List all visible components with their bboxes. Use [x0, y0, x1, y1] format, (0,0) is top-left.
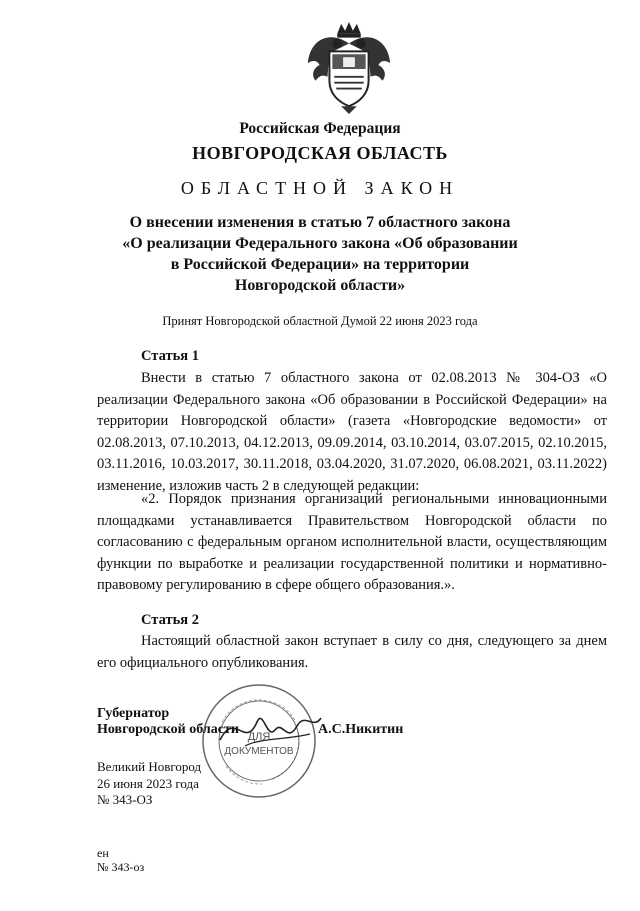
law-title-line: «О реализации Федерального закона «Об образовании — [122, 235, 518, 252]
footer-codes — [97, 846, 144, 874]
stamp-text-line2: ДОКУМЕНТОВ — [224, 746, 294, 757]
place-date-block — [97, 759, 201, 809]
adoption-note: Принят Новгородской областной Думой 22 июня 2023 года — [162, 314, 478, 328]
stamp-text-line1: ДЛЯ — [247, 731, 271, 743]
law-number: № 343-ОЗ — [97, 792, 153, 807]
governor-title: Губернатор — [97, 706, 170, 721]
article-1-paragraph: Внести в статью 7 областного закона от 02.08.2013 № 304-ОЗ «О реализации Федерального закона «Об образовании в Российской Федерации» на территории Новгородской области» (газета «Новгородские ведомости» от 02.08.2013, 07.10.2013, 04.12.2013, 09.09.2014, 03.10.2014, 03.07.2015, 02.10.2015, 03.11.2016, 10.03.2017, 30.11.2018, 03.04.2020, 31.07.2020, 06.08.2021, 03.11.2022) изменение, изложив часть 2 в следующей редакции: — [97, 370, 607, 494]
law-type: ОБЛАСТНОЙ ЗАКОН — [180, 178, 460, 198]
law-title-line: в Российской Федерации» на территории — [170, 256, 470, 273]
signing-date: 26 июня 2023 года — [97, 775, 199, 791]
article-1-amendment-text: «2. Порядок признания организаций региональными инновационными площадками устанавливается Правительством Новгородской области по согласованию с федеральным органом исполнительной власти, осуществляющим функции по выработке и реализации государственной политики и нормативно-правовому регулированию в сфере общего образования.». — [97, 491, 607, 593]
governor-region: Новгородской области — [97, 722, 239, 737]
coat-of-arms-emblem — [300, 20, 398, 116]
law-title — [0, 212, 640, 296]
signer-name: А.С.Никитин — [318, 722, 404, 737]
article-2-heading: Статья 2 — [141, 612, 199, 628]
city: Великий Новгород — [97, 759, 202, 774]
article-1-heading: Статья 1 — [141, 348, 199, 364]
footer-number: № 343-оз — [97, 860, 145, 874]
governor-position — [97, 706, 239, 738]
country-name: Российская Федерация — [239, 120, 401, 137]
article-2-paragraph: Настоящий областной закон вступает в силу со дня, следующего за днем его официального опубликования. — [97, 633, 607, 671]
law-title-line: Новгородской области» — [234, 277, 406, 294]
law-title-line: О внесении изменения в статью 7 областного закона — [129, 214, 511, 231]
region-name: НОВГОРОДСКАЯ ОБЛАСТЬ — [192, 143, 448, 163]
executor-code: ен — [97, 846, 109, 860]
